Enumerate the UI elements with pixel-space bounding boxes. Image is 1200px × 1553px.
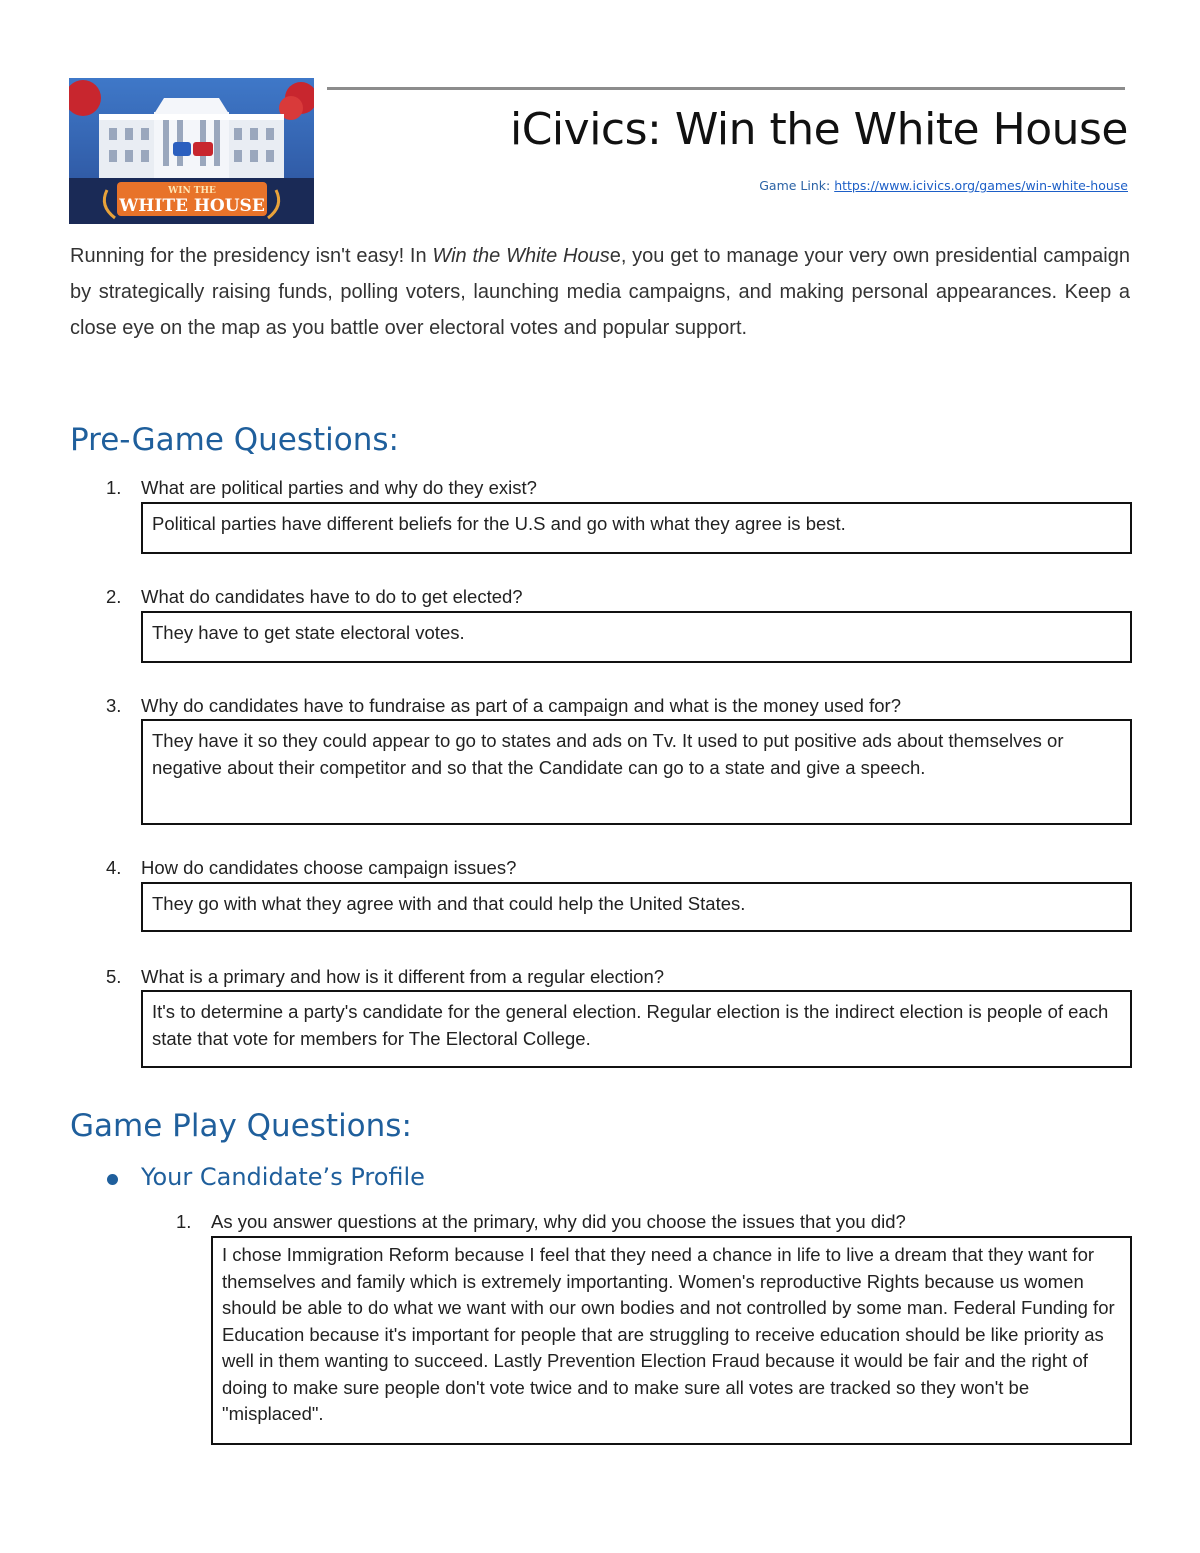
banner-text-line2: WHITE HOUSE [119, 196, 265, 216]
bullet-icon [107, 1174, 118, 1185]
header-rule [327, 87, 1125, 90]
intro-paragraph [70, 238, 1130, 346]
answer-box[interactable]: I chose Immigration Reform because I feel that they need a chance in life to live a dream that they want for themselves and family which is extremely importanting. Women's reproductive Rights because us women should be able to do what we want with our own bodies and not controlled by some man. Federal Funding for Education because it's important for people that are struggling to receive education should be like priority as well in them wanting to succeed. Lastly Prevention Election Fraud because it would be fair and the right of doing to make sure people don't vote twice and to make sure all votes are tracked so they won't be "misplaced". [211, 1236, 1132, 1445]
game-link-label: Game Link: [759, 178, 835, 193]
question-number: 5. [106, 966, 122, 987]
question-number: 1. [176, 1211, 192, 1232]
intro-part2: e, you get to manage your very own presidential campaign by strategically raising funds, polling voters, launching media campaigns, and making personal appearances. Keep a close eye on the map as you battle over electoral votes and popular support. [70, 245, 1130, 339]
question-number: 2. [106, 586, 122, 607]
answer-box[interactable]: They have it so they could appear to go to states and ads on Tv. It used to put positive ads about themselves or negative about their competitor and so that the Candidate can go to a state and give a speech. [141, 719, 1132, 825]
answer-box[interactable]: It's to determine a party's candidate for the general election. Regular election is the indirect election is people of each state that vote for members for The Electoral College. [141, 990, 1132, 1068]
question-number: 4. [106, 857, 122, 878]
answer-box[interactable]: They have to get state electoral votes. [141, 611, 1132, 663]
banner-text-line1: WIN THE [168, 186, 216, 196]
question-text: What are political parties and why do they exist? [141, 477, 537, 498]
answer-box[interactable]: Political parties have different beliefs for the U.S and go with what they agree is best. [141, 502, 1132, 554]
question-text: Why do candidates have to fundraise as part of a campaign and what is the money used for? [141, 695, 901, 716]
game-link [759, 178, 1128, 193]
intro-part1: Running for the presidency isn't easy! In [70, 245, 433, 267]
game-link-url[interactable]: https://www.icivics.org/games/win-white-house [834, 178, 1128, 193]
question-text: What do candidates have to do to get elected? [141, 586, 523, 607]
question-text: As you answer questions at the primary, why did you choose the issues that you did? [211, 1211, 906, 1232]
intro-game-title: Win the White Hous [432, 245, 610, 267]
answer-box[interactable]: They go with what they agree with and that could help the United States. [141, 882, 1132, 932]
pregame-heading: Pre-Game Questions: [70, 422, 399, 458]
candidate-profile-subheading: Your Candidate’s Profile [141, 1163, 425, 1191]
game-banner-image [69, 78, 314, 224]
question-text: What is a primary and how is it different from a regular election? [141, 966, 665, 987]
gameplay-heading: Game Play Questions: [70, 1108, 412, 1144]
page-title: iCivics: Win the White House [509, 104, 1128, 155]
question-number: 1. [106, 477, 122, 498]
question-number: 3. [106, 695, 122, 716]
question-text: How do candidates choose campaign issues? [141, 857, 517, 878]
